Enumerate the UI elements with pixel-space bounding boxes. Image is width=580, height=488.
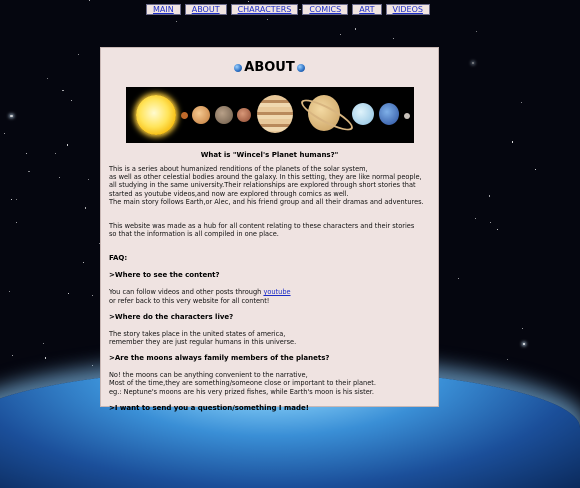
star bbox=[521, 102, 522, 103]
star bbox=[88, 179, 89, 180]
solar-system-banner bbox=[126, 87, 414, 143]
faq-heading: FAQ: bbox=[109, 254, 128, 263]
star bbox=[393, 38, 394, 39]
star bbox=[10, 115, 12, 117]
star bbox=[490, 222, 491, 223]
mercury-image bbox=[181, 112, 188, 119]
star bbox=[16, 222, 17, 223]
star bbox=[176, 21, 177, 22]
intro-line: This is a series about humanized renditions of the planets of the solar system, bbox=[109, 165, 368, 173]
star bbox=[62, 90, 63, 91]
intro-text bbox=[109, 165, 430, 206]
page-title-text: ABOUT bbox=[244, 60, 295, 75]
star bbox=[59, 177, 60, 178]
faq-question-1: >Where to see the content? bbox=[109, 271, 220, 280]
star bbox=[92, 365, 93, 366]
nav-comics[interactable]: COMICS bbox=[302, 4, 348, 15]
sun-image bbox=[136, 95, 176, 135]
nav-art[interactable]: ART bbox=[352, 4, 381, 15]
page-title bbox=[109, 60, 430, 75]
faq-answer-2: The story takes place in the united states of america, bbox=[109, 329, 286, 338]
star bbox=[89, 0, 90, 1]
faq-answer-3: No! the moons can be anything convenient to the narrative, bbox=[109, 371, 308, 380]
star bbox=[340, 34, 341, 35]
faq-answer-3-line-3: eg.: Neptune's moons are his very prized fishes, while Earth's moon is his sister. bbox=[109, 387, 374, 396]
intro-line: all studying in the same university.Their relationships are explored through short stories that bbox=[109, 181, 416, 190]
star bbox=[85, 207, 86, 208]
hub-line: This website was made as a hub for all content relating to these characters and their stories bbox=[109, 222, 415, 231]
nav-characters[interactable]: CHARACTERS bbox=[231, 4, 299, 15]
star bbox=[45, 357, 46, 358]
star bbox=[47, 78, 48, 79]
star bbox=[43, 343, 44, 344]
star bbox=[248, 1, 249, 2]
star bbox=[475, 218, 476, 219]
star bbox=[497, 229, 498, 230]
star bbox=[9, 291, 10, 292]
star bbox=[55, 153, 56, 154]
nav-videos[interactable]: VIDEOS bbox=[386, 4, 430, 15]
hub-line: so that the information is all compiled in one place. bbox=[109, 230, 279, 239]
globe-icon bbox=[234, 64, 242, 72]
star bbox=[523, 343, 525, 345]
star bbox=[476, 31, 477, 32]
star bbox=[458, 278, 459, 279]
youtube-link[interactable]: youtube bbox=[263, 288, 291, 297]
star bbox=[26, 153, 27, 154]
star bbox=[78, 54, 79, 55]
series-question: What is "Wincel's Planet humans?" bbox=[200, 151, 339, 159]
mars-image bbox=[237, 108, 251, 122]
intro-line: as well as other celestial bodies around the galaxy. In this setting, they are like normal people, bbox=[109, 173, 422, 182]
nav-main[interactable]: MAIN bbox=[146, 4, 181, 15]
star bbox=[512, 141, 513, 142]
faq-answer-1 bbox=[109, 288, 430, 296]
star bbox=[507, 359, 508, 360]
answer-text: You can follow videos and other posts through bbox=[109, 288, 264, 297]
faq-question-3: >Are the moons always family members of the planets? bbox=[109, 354, 330, 363]
star bbox=[83, 262, 84, 263]
star bbox=[267, 19, 268, 20]
star bbox=[12, 355, 13, 356]
intro-line: The main story follows Earth,or Alec, and his friend group and all their dramas and adventures. bbox=[109, 197, 424, 206]
star bbox=[71, 100, 72, 101]
star bbox=[28, 171, 29, 172]
star bbox=[489, 195, 490, 196]
pluto-image bbox=[404, 113, 410, 119]
faq-answer-2-line-2: remember they are just regular humans in this universe. bbox=[109, 338, 297, 347]
globe-icon bbox=[297, 64, 305, 72]
star bbox=[522, 328, 523, 329]
top-nav bbox=[146, 4, 430, 15]
star bbox=[67, 144, 68, 145]
content-panel bbox=[100, 47, 439, 412]
jupiter-image bbox=[257, 95, 293, 133]
intro-line: started as youtube videos,and now are explored through comics as well. bbox=[109, 189, 349, 198]
faq-question-2: >Where do the characters live? bbox=[109, 312, 234, 321]
neptune-image bbox=[379, 103, 399, 125]
star bbox=[11, 199, 12, 200]
hub-text bbox=[109, 222, 430, 238]
star bbox=[355, 28, 356, 29]
uranus-image bbox=[352, 103, 374, 125]
star bbox=[4, 133, 5, 134]
faq-question-4: >I want to send you a question/something I made! bbox=[109, 403, 309, 412]
star bbox=[535, 169, 536, 170]
star bbox=[16, 199, 17, 200]
faq-answer-3-line-2: Most of the time,they are something/someone close or important to their planet. bbox=[109, 379, 376, 388]
nav-about[interactable]: ABOUT bbox=[185, 4, 227, 15]
earth-image bbox=[215, 106, 233, 124]
venus-image bbox=[192, 106, 210, 124]
faq-answer-1-line-2: or refer back to this very website for all content! bbox=[109, 296, 270, 305]
star bbox=[472, 62, 474, 64]
star bbox=[68, 293, 69, 294]
star bbox=[92, 295, 93, 296]
